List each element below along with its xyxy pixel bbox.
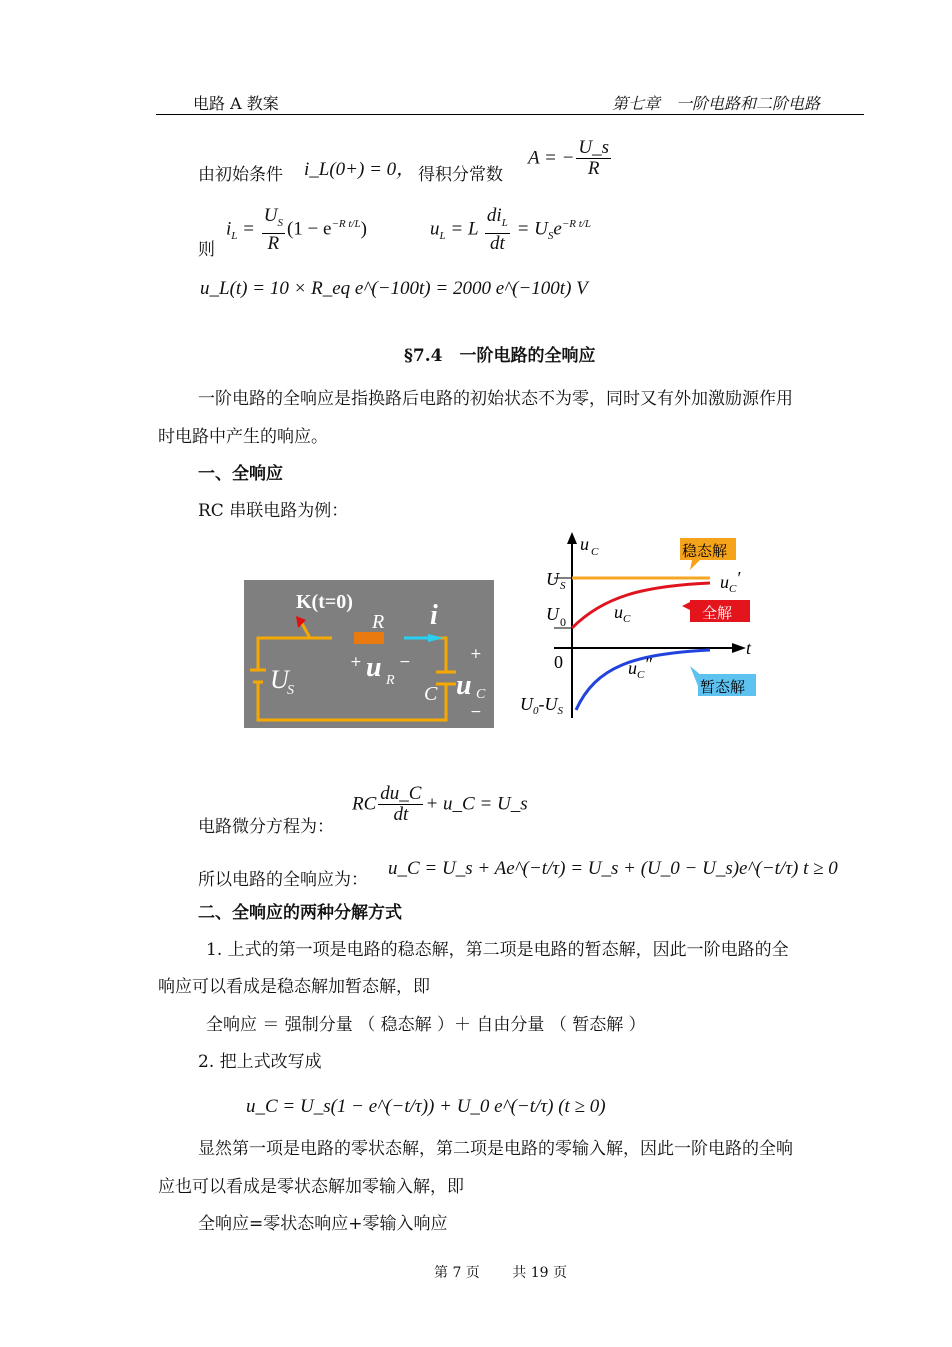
y-axis-label: u <box>580 534 589 554</box>
ur-sub: R <box>386 673 395 688</box>
para3-line2: 应也可以看成是零状态解加零输入解，即 <box>158 1177 464 1197</box>
uc-label: u <box>456 670 472 701</box>
decomp1: 全响应 ＝ 强制分量 （ 稳态解 ）＋ 自由分量 （ 暂态解 ） <box>206 1015 646 1035</box>
cap-label: C <box>424 683 438 705</box>
diff-eq-prefix: 电路微分方程为： <box>198 817 334 837</box>
heading-2: 二、全响应的两种分解方式 <box>198 903 402 923</box>
switch-label: K(t=0) <box>296 591 353 613</box>
steady-tag-text: 稳态解 <box>682 542 728 560</box>
header-left: 电路 A 教案 <box>193 94 279 113</box>
ze-label: 则 <box>198 240 215 260</box>
ur-minus: − <box>399 654 411 670</box>
response-graph <box>514 530 784 720</box>
source-label: U <box>270 665 289 694</box>
x-axis-label: t <box>746 638 752 658</box>
zero-label: 0 <box>554 652 563 672</box>
u0-sub: 0 <box>560 615 566 629</box>
full-tag-text: 全解 <box>702 604 733 622</box>
page-footer: 第 7 页 共 19 页 <box>434 1265 567 1281</box>
decomp2: 全响应=零状态响应+零输入响应 <box>198 1214 448 1234</box>
ul-t-equation: u_L(t) = 10 × R_eq e^(−100t) = 2000 e^(−100t) V <box>200 278 588 299</box>
para1-line2: 时电路中产生的响应。 <box>158 427 328 447</box>
heading-1: 一、全响应 <box>198 464 283 484</box>
source-sub: S <box>287 683 294 698</box>
header-rule <box>156 114 864 115</box>
ur-label: u <box>366 652 382 683</box>
full-resp-prefix: 所以电路的全响应为： <box>198 870 368 890</box>
ul-diff-equation: $u_L = L$ $\frac{di_L}{dt}$ = $U_Se^{-R t/L}$ <box>430 205 591 254</box>
init-cond: i_L(0+) = 0， <box>304 159 416 180</box>
uc-full-label: $u_C$ <box>614 602 631 625</box>
uc-prime-label: $u_C'$ <box>720 568 741 595</box>
resistor-label: R <box>372 611 385 633</box>
uc-transient-label: $u_C''$ <box>628 654 652 681</box>
eq2: u_C = U_s(1 − e^(−t/τ)) + U_0 e^(−t/τ) (t ≥ 0) <box>246 1096 606 1117</box>
y-axis-arrow-icon <box>567 532 577 544</box>
il-equation: $i_L$ = $\frac{U_S}{R}$ $(1 - e^{-R t/L})$ <box>226 205 367 254</box>
para1-line1: 一阶电路的全响应是指换路后电路的初始状态不为零，同时又有外加激励源作用 <box>198 389 793 409</box>
const-A-eq <box>528 138 613 179</box>
rc-example: RC 串联电路为例： <box>198 501 349 521</box>
full-resp-equation: u_C = U_s + Ae^(−t/τ) = U_s + (U_0 − U_s)e^(−t/τ) t ≥ 0 <box>388 858 838 879</box>
header-right: 第七章 一阶电路和二阶电路 <box>612 94 821 113</box>
y-axis-sub: C <box>591 546 599 558</box>
u0-us-label: $U_0-U_S$ <box>520 694 563 717</box>
diff-equation: RC $\frac{du\_C}{dt}$ + u_C = U_s <box>352 783 528 825</box>
x-axis-arrow-icon <box>732 643 746 653</box>
const-num: U_s <box>578 137 610 158</box>
uc-plus: + <box>470 646 482 662</box>
uc-sub: C <box>476 687 486 702</box>
item1-line2: 响应可以看成是稳态解加暂态解，即 <box>158 977 430 997</box>
transient-tag-text: 暂态解 <box>700 678 746 696</box>
const-den: R <box>587 158 600 179</box>
u0-label: U <box>546 604 559 624</box>
us-label: U <box>546 569 559 589</box>
get-const: 得积分常数 <box>418 165 503 185</box>
item2: 2. 把上式改写成 <box>198 1052 322 1072</box>
init-prefix: 由初始条件 <box>198 165 283 185</box>
section-title: §7.4 一阶电路的全响应 <box>404 346 596 366</box>
ur-plus: + <box>350 654 362 670</box>
para3-line1: 显然第一项是电路的零状态解，第二项是电路的零输入解，因此一阶电路的全响 <box>198 1139 793 1159</box>
rc-circuit-diagram <box>244 580 494 728</box>
const-A: A = − <box>528 147 575 169</box>
us-sub: S <box>560 580 566 592</box>
resistor <box>354 632 384 644</box>
item1-line1: 1. 上式的第一项是电路的稳态解，第二项是电路的暂态解，因此一阶电路的全 <box>206 940 789 960</box>
uc-minus: − <box>470 704 482 720</box>
current-label: i <box>430 600 438 631</box>
